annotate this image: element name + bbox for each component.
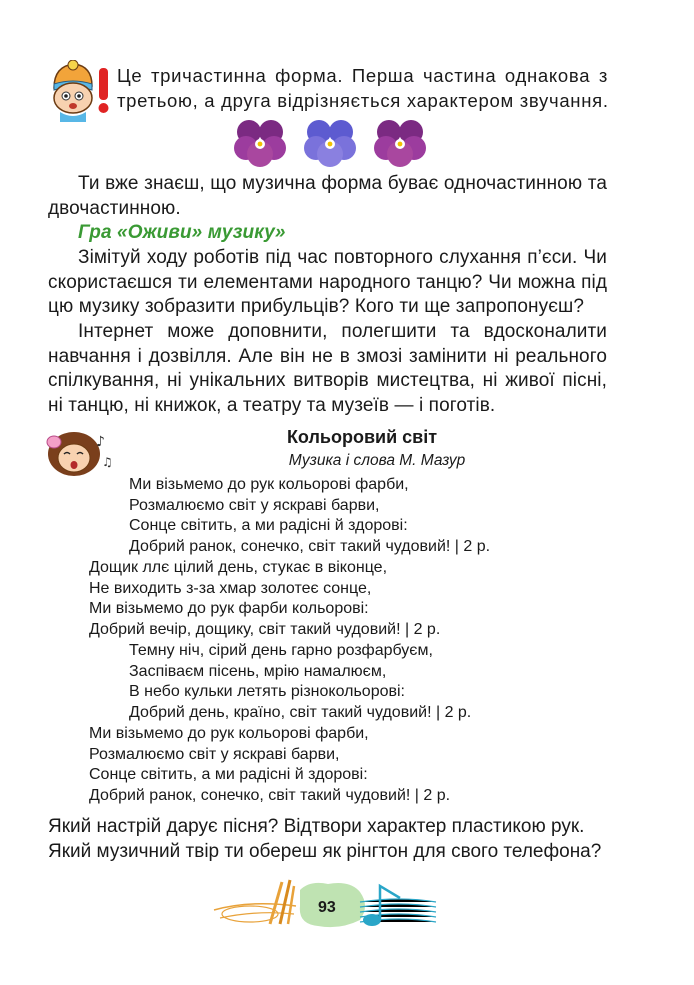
intro-line: третьою, а друга відрізняється характером звучання.	[117, 90, 609, 111]
verse-line: Дощик ллє цілий день, стукає в віконце,	[89, 559, 388, 576]
verse-line: Заспіваєм пісень, мрію намалюєм,	[129, 662, 387, 680]
paragraph-line: навчання і дозвілля. Але він не в змозі замінити ні реального	[48, 345, 607, 367]
paragraph-line: двочастинною.	[48, 197, 181, 219]
verse-line: Добрий ранок, сонечко, світ такий чудовий! | 2 р.	[89, 786, 451, 804]
pansy-icon	[304, 120, 356, 167]
verse-line: Добрий ранок, сонечко, світ такий чудовий! | 2 р.	[129, 537, 491, 555]
verse-line: В небо кульки летять різнокольорові:	[129, 683, 405, 701]
verse-line: Ми візьмемо до рук кольорові фарби,	[129, 476, 409, 493]
pansy-icon	[374, 120, 426, 167]
verse-line: Розмалюємо світ у яскраві барви,	[129, 496, 380, 514]
song-subtitle: Музика і слова М. Мазур	[288, 452, 466, 469]
question-line: Який музичний твір ти обереш як рінгтон для свого телефона?	[48, 840, 602, 862]
verse-line: Темну ніч, сірий день гарно розфарбуєм,	[129, 642, 433, 659]
verse-line: Сонце світить, а ми радісні й здорові:	[129, 517, 408, 535]
intro-line: Це тричастинна форма. Перша частина однакова з	[117, 65, 608, 86]
form-paragraph	[48, 172, 607, 221]
pansy-icon	[234, 120, 286, 167]
song-title: Кольоровий світ	[286, 427, 438, 447]
song-verse-3	[129, 641, 471, 723]
verse-line: Розмалюємо світ у яскраві барви,	[89, 745, 340, 763]
paragraph-line: ні танцю, ні книжок, а театру та музеїв — і поготів.	[48, 394, 496, 416]
internet-paragraph	[48, 320, 607, 418]
svg-text:♪: ♪	[96, 434, 105, 450]
page-number: 93	[318, 899, 336, 916]
paragraph-line: Інтернет може доповнити, полегшити та вдосконалити	[78, 321, 607, 342]
paragraph-line: Зімітуй ходу роботів під час повторного слухання п’єси. Чи	[78, 247, 607, 268]
song-verse-1	[129, 475, 490, 557]
questions-block	[48, 815, 601, 864]
verse-line: Добрий день, країно, світ такий чудовий! | 2 р.	[129, 703, 472, 721]
verse-line: Добрий вечір, дощику, світ такий чудовий! | 2 р.	[89, 620, 441, 638]
kid-exclamation-illustration	[46, 60, 114, 122]
song-verse-4	[89, 724, 450, 806]
verse-line: Ми візьмемо до рук фарби кольорові:	[89, 600, 369, 618]
paragraph-line: скористаєшся ти елементами народного танцю? Чи можна під	[48, 271, 607, 293]
song-verse-2	[89, 558, 440, 640]
paragraph-line: Ти вже знаєш, що музична форма буває одночастинною та	[78, 173, 607, 194]
question-line: Який настрій дарує пісня? Відтвори характер пластикою рук.	[48, 816, 585, 837]
paragraph-line: цю музику зобразити прибульців? Кого ти ще запропонуєш?	[48, 296, 585, 317]
pansy-flowers	[232, 112, 428, 172]
game-title: Гра «Оживи» музику»	[78, 222, 286, 243]
svg-text:♫: ♫	[102, 455, 113, 469]
verse-line: Сонце світить, а ми радісні й здорові:	[89, 766, 368, 784]
verse-line: Не виходить з-за хмар золотеє сонце,	[89, 579, 372, 597]
intro-paragraph	[117, 63, 608, 113]
verse-line: Ми візьмемо до рук кольорові фарби,	[89, 725, 369, 742]
paragraph-line: спілкування, ні унікальних витворів мистецтва, ні живої пісні,	[48, 370, 607, 391]
robots-paragraph	[48, 246, 607, 320]
